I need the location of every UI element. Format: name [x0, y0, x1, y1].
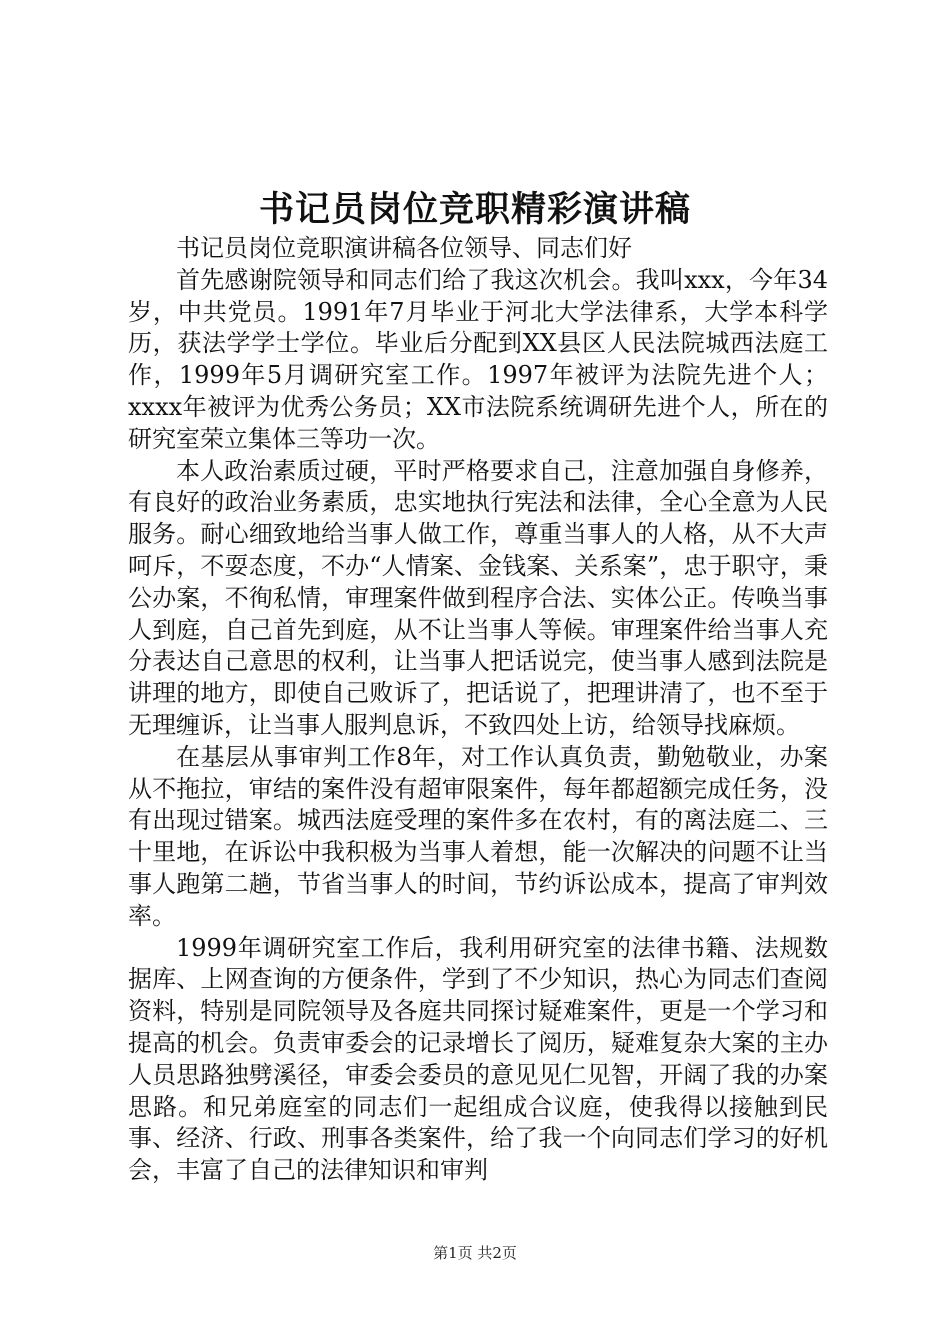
paragraph-political-quality: 本人政治素质过硬，平时严格要求自己，注意加强自身修养，有良好的政治业务素质，忠实地执行宪法和法律，全心全意为人民服务。耐心细致地给当事人做工作，尊重当事人的人格，从不大声呵斥，不耍态度，不办“人情案、金钱案、关系案”，忠于职守，秉公办案，不徇私情，审理案件做到程序合法、实体公正。传唤当事人到庭，自己首先到庭，从不让当事人等候。审理案件给当事人充分表达自己意思的权利，让当事人把话说完，使当事人感到法院是讲理的地方，即使自己败诉了，把话说了，把理讲清了，也不至于无理缠诉，让当事人服判息诉，不致四处上访，给领导找麻烦。 — [128, 456, 828, 739]
document-title: 书记员岗位竞职精彩演讲稿 — [258, 189, 691, 230]
paragraph-research-office: 1999年调研究室工作后，我利用研究室的法律书籍、法规数据库、上网查询的方便条件，学到了不少知识，热心为同志们查阅资料，特别是同院领导及各庭共同探讨疑难案件，更是一个学习和提高的机会。负责审委会的记录增长了阅历，疑难复杂大案的主办人员思路独劈溪径，审委会委员的意见见仁见智，开阔了我的办案思路。和兄弟庭室的同志们一起组成合议庭，使我得以接触到民事、经济、行政、刑事各类案件，给了我一个向同志们学习的好机会，丰富了自己的法律知识和审判 — [128, 933, 828, 1185]
page-number-footer: 第1页 共2页 — [433, 1244, 517, 1262]
paragraph-trial-work: 在基层从事审判工作8年，对工作认真负责，勤勉敬业，办案从不拖拉，审结的案件没有超审限案件，每年都超额完成任务，没有出现过错案。城西法庭受理的案件多在农村，有的离法庭二、三十里地，在诉讼中我积极为当事人着想，能一次解决的问题不让当事人跑第二趟，节省当事人的时间，节约诉讼成本，提高了审判效率。 — [128, 742, 828, 930]
paragraph-greeting: 书记员岗位竞职演讲稿各位领导、同志们好 — [176, 234, 632, 262]
paragraph-introduction: 首先感谢院领导和同志们给了我这次机会。我叫xxx，今年34岁，中共党员。1991年7月毕业于河北大学法律系，大学本科学历，获法学学士学位。毕业后分配到XX县区人民法院城西法庭工作，1999年5月调研究室工作。1997年被评为法院先进个人；xxxx年被评为优秀公务员；XX市法院系统调研先进个人，所在的研究室荣立集体三等功一次。 — [128, 265, 828, 453]
document-body — [128, 233, 828, 1187]
